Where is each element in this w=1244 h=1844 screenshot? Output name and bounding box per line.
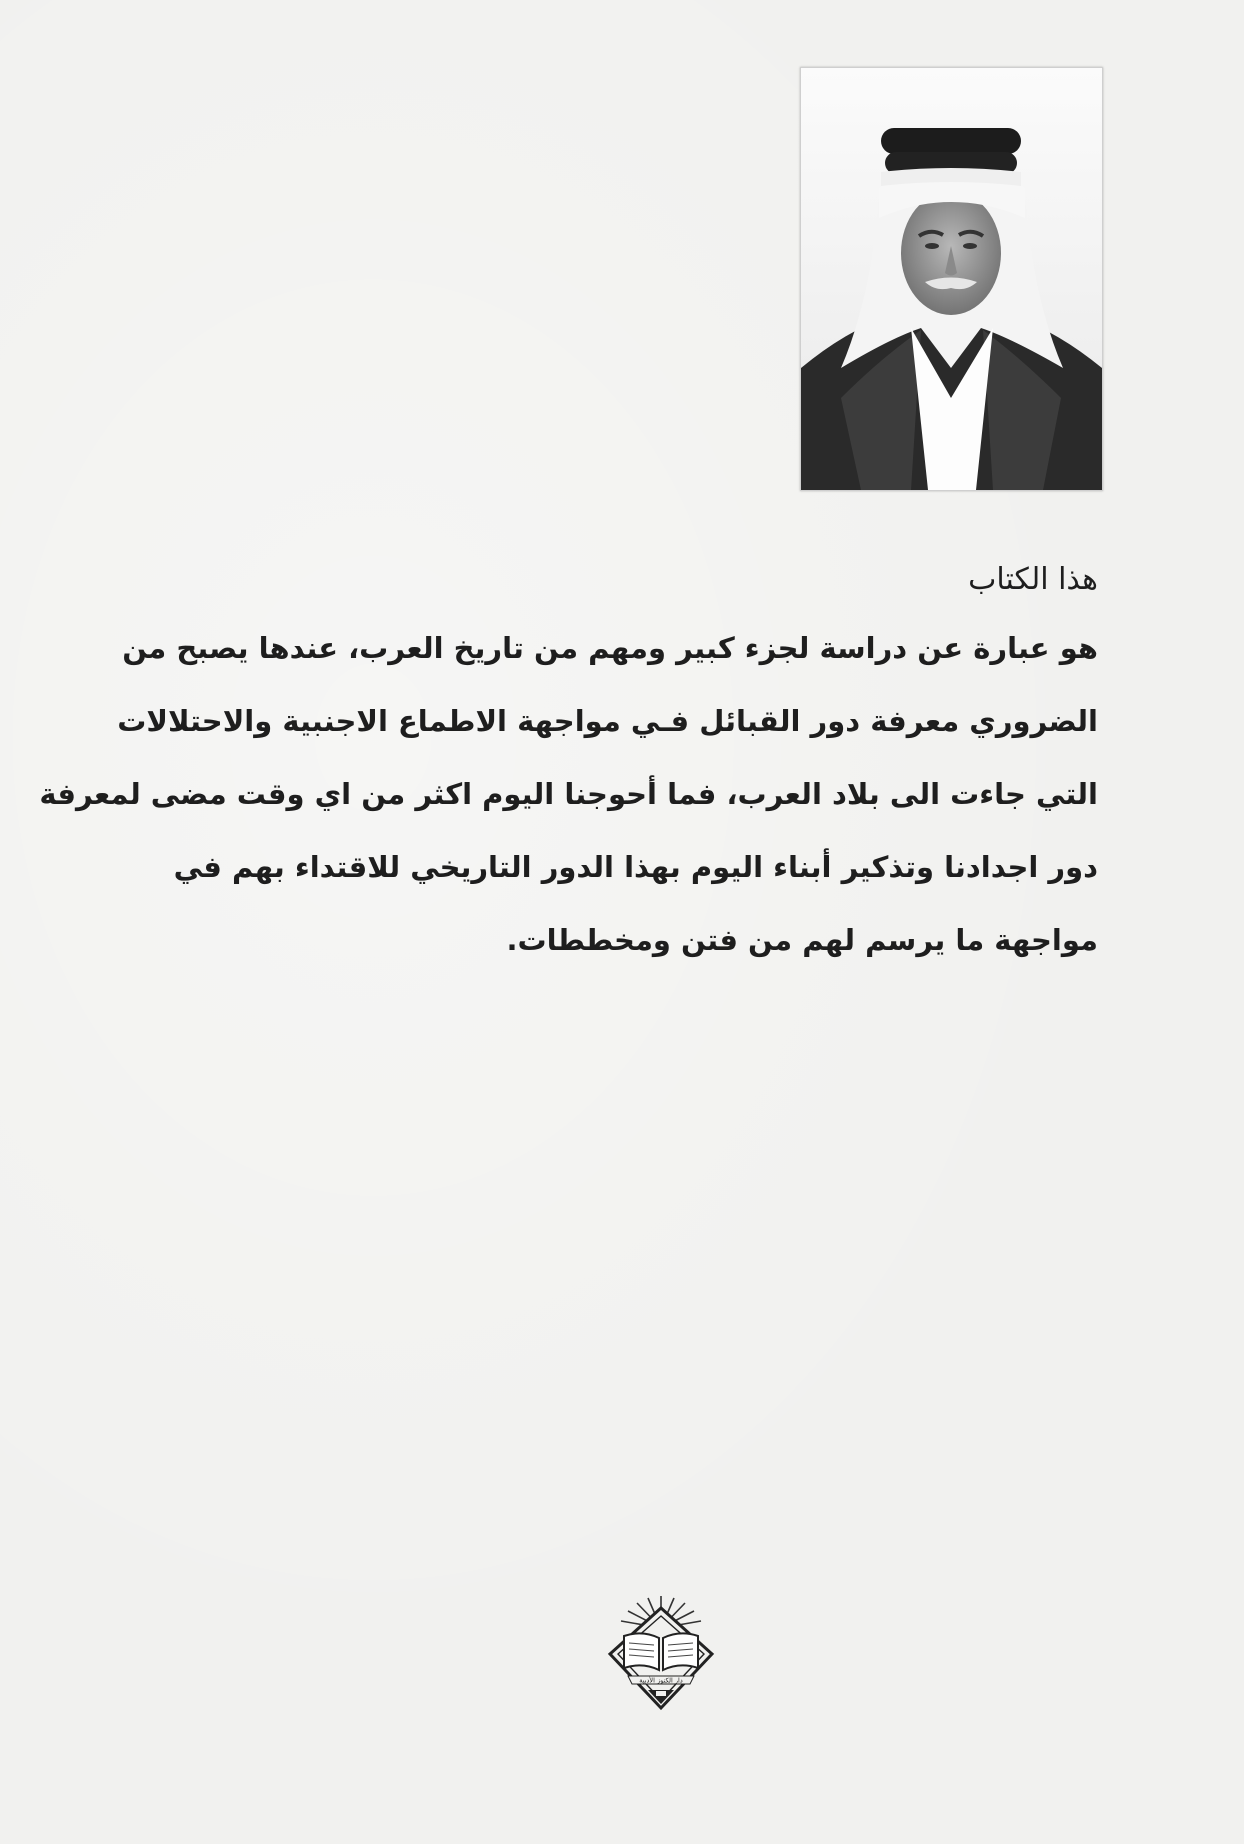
paragraph-line: التي جاءت الى بلاد العرب، فما أحوجنا اليوم اكثر من اي وقت مضى لمعرفة (39, 777, 1098, 811)
about-heading: هذا الكتاب (968, 562, 1098, 597)
author-photo (800, 67, 1103, 491)
paragraph-line: دور اجدادنا وتذكير أبناء اليوم بهذا الدور التاريخي للاقتداء بهم في (173, 850, 1098, 884)
author-portrait-icon (801, 68, 1102, 490)
paragraph-line: مواجهة ما يرسم لهم من فتن ومخططات. (506, 923, 1098, 957)
about-paragraph (39, 628, 1098, 960)
open-book-logo-icon (600, 1590, 722, 1714)
about-book-section (39, 560, 1098, 993)
paragraph-line: الضروري معرفة دور القبائل فـي مواجهة الاطماع الاجنبية والاحتلالات (117, 704, 1098, 738)
publisher-logo (600, 1590, 722, 1714)
publisher-name: دار الكنوز الأدبية (639, 1676, 683, 1685)
paragraph-line: هو عبارة عن دراسة لجزء كبير ومهم من تاريخ العرب، عندها يصبح من (122, 631, 1098, 665)
